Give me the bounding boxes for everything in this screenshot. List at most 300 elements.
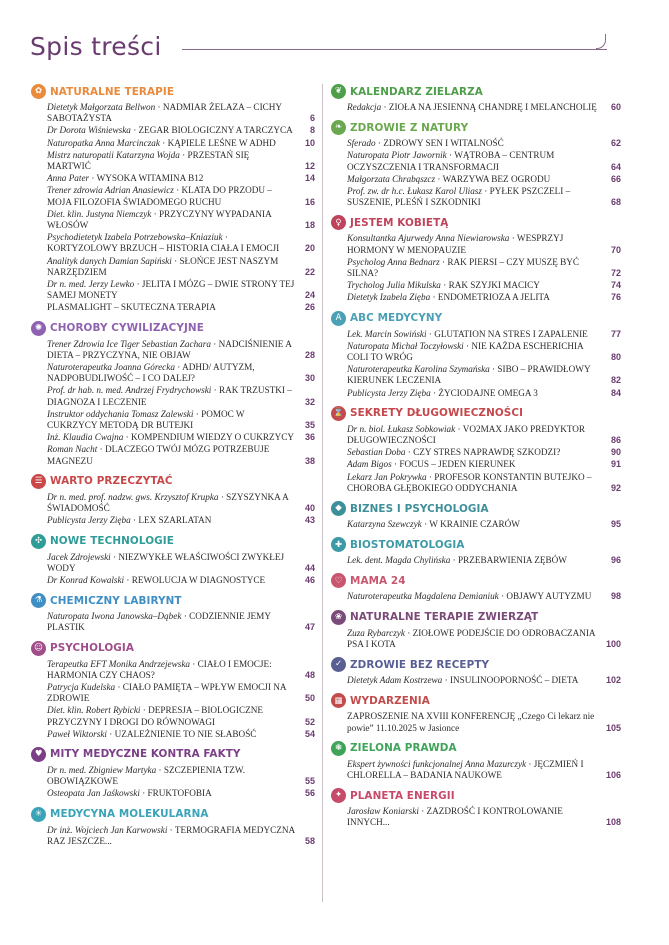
toc-section xyxy=(31,746,315,800)
entry-title: ZIOŁA NA JESIENNĄ CHANDRĘ I MELANCHOLIĘ xyxy=(388,102,597,112)
toc-entry[interactable] xyxy=(31,492,315,514)
entry-author: Trycholog Julia Mikulska xyxy=(347,280,441,291)
section-header xyxy=(331,740,621,757)
header-rule-hook xyxy=(596,34,606,49)
toc-entry[interactable] xyxy=(331,364,621,386)
toc-section xyxy=(31,473,315,527)
sprout-icon: ❃ xyxy=(331,741,346,756)
entry-page-number: 91 xyxy=(610,459,621,470)
entry-text: Analityk danych Damian Sapiński · SŁOŃCE JEST NASZYM NARZĘDZIEM xyxy=(47,255,279,277)
toc-entry[interactable] xyxy=(31,611,315,633)
entry-title: NADMIAR ŻELAZA – CICHY SABOTAŻYSTA xyxy=(47,102,282,124)
entry-title: FOCUS – JEDEN KIERUNEK xyxy=(399,459,516,470)
entry-page-number: 96 xyxy=(610,555,621,566)
toc-entry[interactable] xyxy=(31,575,315,586)
toc-entry[interactable] xyxy=(31,444,315,466)
entry-author: Prof. dr hab. n. med. Andrzej Frydrychowski xyxy=(47,385,212,396)
toc-entry[interactable] xyxy=(31,339,315,361)
toc-entry[interactable] xyxy=(331,341,621,363)
female-icon: ♀ xyxy=(331,215,346,230)
entry-author: Mistrz naturopatii Katarzyna Wojda xyxy=(47,149,180,160)
entry-title: PYŁEK PSZCZELI – SUSZENIE, PLEŚŃ I SZKODNIKI xyxy=(347,186,571,208)
entry-text: Dietetyk Izabela Zięba · ENDOMETRIOZA A JELITA xyxy=(347,292,550,303)
entry-text: Dr n. med. Zbigniew Martyka · SZCZEPIENIA TZW. OBOWIĄZKOWE xyxy=(47,764,246,787)
section-title: WARTO PRZECZYTAĆ xyxy=(50,475,173,488)
toc-entry[interactable] xyxy=(31,302,315,313)
network-icon: ✣ xyxy=(31,534,46,549)
entry-author: Dr n. biol. Łukasz Sobkowiak xyxy=(347,423,456,434)
entry-title: RAK TRZUSTKI – DIAGNOZA I LECZENIE xyxy=(47,385,292,407)
entry-author: Ekspert żywności funkcjonalnej Anna Mazurczyk xyxy=(347,758,527,769)
entry-author: Diet. klin. Robert Rybicki xyxy=(47,705,141,716)
entry-title: CIAŁO I EMOCJE: HARMONIA CZY CHAOS? xyxy=(47,658,272,680)
toc-entry[interactable] xyxy=(331,174,621,185)
entry-author: Naturoterapeutka Karolina Szymańska xyxy=(347,364,490,375)
toc-section xyxy=(31,320,315,467)
toc-entry[interactable] xyxy=(331,186,621,208)
toc-entry[interactable] xyxy=(331,555,621,566)
entry-text: Dietetyk Małgorzata Bellwon · NADMIAR ŻELAZA – CICHY SABOTAŻYSTA xyxy=(47,102,282,124)
section-header xyxy=(331,656,621,673)
entry-page-number: 76 xyxy=(610,292,621,303)
entry-page-number: 82 xyxy=(610,375,621,386)
entry-text: Dr Dorota Wiśniewska · ZEGAR BIOLOGICZNY A TARCZYCA xyxy=(47,125,293,136)
toc-section xyxy=(31,806,315,847)
toc-section xyxy=(31,592,315,633)
entry-text: Lek. dent. Magda Chylińska · PRZEBARWIENIA ZĘBÓW xyxy=(347,555,567,566)
entry-page-number: 16 xyxy=(304,196,315,207)
entry-title: PRZYCZYNY WYPADANIA WŁOSÓW xyxy=(47,208,272,231)
entry-title: RAK PIERSI – CZY MUSZĘ BYĆ SILNA? xyxy=(347,256,579,279)
entry-title: ZAPROSZENIE NA XVIII KONFERENCJĘ „Czego Ci lekarz nie powie” 11.10.2025 w Jasionce xyxy=(347,711,595,733)
entry-text: Trener zdrowia Adrian Anasiewicz · KLATA DO PRZODU – MOJA FILOZOFIA ŚWIADOMEGO RUCHU xyxy=(47,185,272,207)
toc-entry[interactable] xyxy=(331,675,621,686)
toc-section xyxy=(331,405,621,494)
entry-page-number: 84 xyxy=(610,387,621,398)
flask-icon: ⚗ xyxy=(31,593,46,608)
entry-page-number: 30 xyxy=(304,373,315,384)
entry-text: Dr n. med. Jerzy Lewko · JELITA I MÓZG – DWIE STRONY TEJ SAMEJ MONETY xyxy=(47,279,295,301)
entry-author: Osteopata Jan Jaśkowski xyxy=(47,788,140,799)
entry-text xyxy=(347,711,601,733)
entry-author: Dr n. med. Jerzy Lewko xyxy=(47,279,135,290)
entry-page-number: 35 xyxy=(304,420,315,431)
abc-icon: A xyxy=(331,311,346,326)
toc-entry[interactable] xyxy=(31,705,315,727)
entry-author: Dr n. med. Zbigniew Martyka xyxy=(47,764,157,775)
entry-title: KORTYZOLOWY BRZUCH – HISTORIA CIAŁA I EMOCJI xyxy=(47,243,280,254)
toc-section xyxy=(31,533,315,587)
atom-icon: ✺ xyxy=(31,321,46,336)
entry-author: Zuza Rybarczyk xyxy=(347,627,405,638)
entry-title: DLACZEGO TWÓJ MÓZG POTRZEBUJE MAGNEZU xyxy=(47,444,270,466)
entry-text: Jacek Zdrojewski · NIEZWYKŁE WŁAŚCIWOŚCI ZWYKŁEJ WODY xyxy=(47,551,285,573)
entry-text: Prof. zw. dr h.c. Łukasz Karol Uliasz · PYŁEK PSZCZELI – SUSZENIE, PLEŚŃ I SZKODNIKI xyxy=(347,186,571,208)
entry-author: Dietetyk Adam Kostrzewa xyxy=(347,675,443,686)
entry-page-number: 54 xyxy=(304,728,315,739)
entry-title: OBJAWY AUTYZMU xyxy=(506,591,592,602)
toc-entry[interactable] xyxy=(31,362,315,384)
toc-entry[interactable] xyxy=(31,659,315,681)
entry-title: SZYSZYNKA A ŚWIADOMOŚĆ xyxy=(47,491,289,514)
entry-author: Anna Pater xyxy=(47,173,90,184)
entry-author: Trener Zdrowia Ice Tiger Sebastian Zachara xyxy=(47,338,211,349)
entry-text: Lekarz Jan Pokrywka · PROFESOR KONSTANTIN BUTEJKO – CHOROBA GŁĘBOKIEGO ODDYCHANIA xyxy=(347,471,592,493)
entry-author: Paweł Wiktorski xyxy=(47,728,107,739)
section-header xyxy=(331,609,621,626)
entry-text: Lek. Marcin Sowiński · GLUTATION NA STRES I ZAPALENIE xyxy=(347,328,588,339)
leaf-icon: ✿ xyxy=(31,84,46,99)
section-header xyxy=(331,405,621,422)
entry-title: PRZEBARWIENIA ZĘBÓW xyxy=(458,555,567,566)
toc-section xyxy=(331,83,621,113)
entry-page-number: 108 xyxy=(605,817,621,828)
entry-page-number: 74 xyxy=(610,280,621,291)
entry-author: Małgorzata Chrabąszcz xyxy=(347,173,436,184)
entry-title: NIE KAŻDA ESCHERICHIA COLI TO WRÓG xyxy=(347,340,584,363)
column-divider xyxy=(322,84,323,902)
toc-entry[interactable] xyxy=(31,102,315,124)
entry-page-number: 77 xyxy=(610,328,621,339)
entry-text: Naturopatka Anna Marcinczak · KĄPIELE LEŚNE W ADHD xyxy=(47,137,276,148)
toc-entry[interactable] xyxy=(331,711,621,733)
toc-entry[interactable] xyxy=(331,150,621,172)
entry-page-number: 55 xyxy=(304,776,315,787)
header-rule xyxy=(182,49,607,50)
section-header xyxy=(331,119,621,136)
entry-title: POMOC W CUKRZYCY METODĄ DR BUTEJKI xyxy=(47,408,245,431)
entry-title: SZCZEPIENIA TZW. OBOWIĄZKOWE xyxy=(47,764,246,787)
entry-title: CODZIENNIE JEMY PLASTIK xyxy=(47,611,271,633)
entry-page-number: 38 xyxy=(304,455,315,466)
entry-title: LEX SZARLATAN xyxy=(138,515,212,526)
toc-section xyxy=(331,214,621,303)
entry-author: Roman Nacht xyxy=(47,444,98,455)
entry-page-number: 6 xyxy=(309,113,315,124)
entry-text: Trener Zdrowia Ice Tiger Sebastian Zachara · NADCIŚNIENIE A DIETA – PRZYCZYNA, NIE OBJAW xyxy=(47,338,292,360)
entry-text: Dietetyk Adam Kostrzewa · INSULINOOPORNOŚĆ – DIETA xyxy=(347,675,579,686)
entry-title: WĄTROBA – CENTRUM OCZYSZCZENIA I TRANSFORMACJI xyxy=(347,150,555,172)
section-header xyxy=(31,83,315,100)
toc-entry[interactable] xyxy=(331,472,621,494)
toc-entry[interactable] xyxy=(331,388,621,399)
toc-entry[interactable] xyxy=(31,765,315,787)
toc-entry[interactable] xyxy=(31,825,315,847)
book-icon: ☰ xyxy=(31,474,46,489)
toc-section xyxy=(331,609,621,650)
toc-section xyxy=(31,640,315,740)
entry-page-number: 32 xyxy=(304,396,315,407)
section-header xyxy=(331,536,621,553)
entry-title: VO2MAX JAKO PREDYKTOR DŁUGOWIECZNOŚCI xyxy=(347,423,586,446)
entry-page-number: 40 xyxy=(304,503,315,514)
toc-entry[interactable] xyxy=(331,591,621,602)
entry-title: ZDROWY SEN I WITALNOŚĆ xyxy=(383,138,504,149)
toc-entry[interactable] xyxy=(31,279,315,301)
toc-entry[interactable] xyxy=(331,447,621,458)
entry-title: REWOLUCJA W DIAGNOSTYCE xyxy=(131,574,266,585)
toc-entry[interactable] xyxy=(31,173,315,184)
entry-author: Publicysta Jerzy Zięba xyxy=(347,387,431,398)
entry-author: Lek. dent. Magda Chylińska xyxy=(347,555,451,566)
section-title: MITY MEDYCZNE KONTRA FAKTY xyxy=(50,748,241,761)
entry-text: Naturopata Piotr Jawornik · WĄTROBA – CENTRUM OCZYSZCZENIA I TRANSFORMACJI xyxy=(347,150,555,172)
section-header xyxy=(31,746,315,763)
toc-entry[interactable] xyxy=(331,806,621,828)
section-title: MAMA 24 xyxy=(350,574,406,587)
hourglass-icon: ⌛ xyxy=(331,406,346,421)
entry-author: Dr n. med. prof. nadzw. gws. Krzysztof Krupka xyxy=(47,491,219,502)
entry-author: Lekarz Jan Pokrywka xyxy=(347,471,427,482)
entry-author: Analityk danych Damian Sapiński xyxy=(47,255,172,266)
entry-text: Trycholog Julia Mikulska · RAK SZYJKI MACICY xyxy=(347,280,540,291)
entry-author: Inż. Klaudia Cwajna xyxy=(47,432,124,443)
entry-text: Ekspert żywności funkcjonalnej Anna Mazurczyk · JĘCZMIEŃ I CHLORELLA – BADANIA NAUKOWE xyxy=(347,758,584,780)
entry-text: Prof. dr hab. n. med. Andrzej Frydrychowski · RAK TRZUSTKI – DIAGNOZA I LECZENIE xyxy=(47,385,292,407)
entry-page-number: 92 xyxy=(610,482,621,493)
section-header xyxy=(31,592,315,609)
toc-entry[interactable] xyxy=(31,125,315,136)
entry-page-number: 106 xyxy=(605,769,621,780)
entry-title: KĄPIELE LEŚNE W ADHD xyxy=(167,137,276,148)
entry-title: KOMPENDIUM WIEDZY O CUKRZYCY xyxy=(130,432,295,443)
entry-title: NADCIŚNIENIE A DIETA – PRZYCZYNA, NIE OBJAW xyxy=(47,338,292,360)
leaf-icon: ❧ xyxy=(331,120,346,135)
planet-icon: ✦ xyxy=(331,788,346,803)
entry-author: Konsultantka Ajurwedy Anna Niewiarowska xyxy=(347,233,510,244)
toc-entry[interactable] xyxy=(331,138,621,149)
toc-entry[interactable] xyxy=(31,515,315,526)
toc-section xyxy=(331,572,621,602)
tooth-icon: ✚ xyxy=(331,537,346,552)
entry-text: Naturoterapeutka Joanna Górecka · ADHD/ AUTYZM, NADPOBUDLIWOŚĆ – I CO DALEJ? xyxy=(47,362,255,384)
entry-title: WYSOKA WITAMINA B12 xyxy=(96,173,204,184)
entry-page-number: 52 xyxy=(304,716,315,727)
toc-entry[interactable] xyxy=(31,138,315,149)
entry-page-number: 95 xyxy=(610,519,621,530)
section-title: WYDARZENIA xyxy=(350,694,430,707)
entry-author: Naturopata Michał Toczyłowski xyxy=(347,340,464,351)
toc-entry[interactable] xyxy=(331,280,621,291)
entry-author: Katarzyna Szewczyk xyxy=(347,519,422,530)
entry-text: Publicysta Jerzy Zięba · ŻYCIODAJNE OMEGA 3 xyxy=(347,387,538,398)
entry-page-number: 20 xyxy=(304,243,315,254)
entry-title: INSULINOOPORNOŚĆ – DIETA xyxy=(449,675,579,686)
section-title: SEKRETY DŁUGOWIECZNOŚCI xyxy=(350,407,524,420)
entry-page-number: 12 xyxy=(304,161,315,172)
entry-author: Dietetyk Izabela Zięba xyxy=(347,292,431,303)
page-title: Spis treści xyxy=(30,32,162,61)
entry-text: Publicysta Jerzy Zięba · LEX SZARLATAN xyxy=(47,515,212,526)
toc-entry[interactable] xyxy=(331,459,621,470)
entry-text: Psycholog Anna Bednarz · RAK PIERSI – CZY MUSZĘ BYĆ SILNA? xyxy=(347,256,579,279)
section-title: NATURALNE TERAPIE xyxy=(50,85,175,98)
toc-entry[interactable] xyxy=(331,257,621,279)
entry-text: Inż. Klaudia Cwajna · KOMPENDIUM WIEDZY O CUKRZYCY xyxy=(47,432,295,443)
toc-section xyxy=(331,692,621,733)
entry-author: Prof. zw. dr h.c. Łukasz Karol Uliasz xyxy=(347,186,482,197)
toc-entry[interactable] xyxy=(31,385,315,407)
entry-title: KLATA DO PRZODU – MOJA FILOZOFIA ŚWIADOMEGO RUCHU xyxy=(47,185,272,207)
entry-page-number: 50 xyxy=(304,693,315,704)
entry-author: Dr Dorota Wiśniewska xyxy=(47,125,131,136)
toc-entry[interactable] xyxy=(31,256,315,278)
section-title: CHEMICZNY LABIRYNT xyxy=(50,594,182,607)
entry-title: W KRAINIE CZARÓW xyxy=(429,519,520,530)
toc-section xyxy=(331,740,621,781)
toc-entry[interactable] xyxy=(31,682,315,704)
entry-text: Naturopata Iwona Janowska–Dąbek · CODZIENNIE JEMY PLASTIK xyxy=(47,611,271,633)
entry-page-number: 18 xyxy=(304,220,315,231)
entry-title: DEPRESJA – BIOLOGICZNE PRZYCZYNY I DROGI DO RÓWNOWAGI xyxy=(47,705,263,727)
entry-text: Katarzyna Szewczyk · W KRAINIE CZARÓW xyxy=(347,519,520,530)
section-title: BIOSTOMATOLOGIA xyxy=(350,538,465,551)
section-title: NOWE TECHNOLOGIE xyxy=(50,535,174,547)
entry-page-number: 28 xyxy=(304,349,315,360)
entry-text: Anna Pater · WYSOKA WITAMINA B12 xyxy=(47,173,204,184)
toc-section xyxy=(331,500,621,530)
entry-text: Mistrz naturopatii Katarzyna Wojda · PRZESTAŃ SIĘ MARTWIĆ xyxy=(47,149,250,172)
entry-page-number: 90 xyxy=(610,447,621,458)
entry-page-number: 68 xyxy=(610,197,621,208)
entry-page-number: 10 xyxy=(304,137,315,148)
entry-title: ADHD/ AUTYZM, NADPOBUDLIWOŚĆ – I CO DALEJ? xyxy=(47,362,255,384)
entry-page-number: 105 xyxy=(605,722,621,733)
entry-author: Psychodietetyk Izabela Potrzebowska–Kniaziuk xyxy=(47,232,223,243)
toc-entry[interactable] xyxy=(31,409,315,431)
entry-author: Terapeutka EFT Monika Andrzejewska xyxy=(47,658,190,669)
entry-page-number: 47 xyxy=(304,622,315,633)
section-header xyxy=(31,806,315,823)
entry-title: JELITA I MÓZG – DWIE STRONY TEJ SAMEJ MONETY xyxy=(47,279,295,301)
entry-text: Dr n. med. prof. nadzw. gws. Krzysztof Krupka · SZYSZYNKA A ŚWIADOMOŚĆ xyxy=(47,491,289,514)
entry-page-number: 60 xyxy=(610,102,621,112)
toc-entry[interactable] xyxy=(31,552,315,574)
section-header xyxy=(331,83,621,100)
toc-entry[interactable] xyxy=(331,102,621,113)
entry-title: UZALEŻNIENIE TO NIE SŁABOŚĆ xyxy=(114,728,257,739)
section-header xyxy=(331,692,621,709)
entry-text: Redakcja · ZIOŁA NA JESIENNĄ CHANDRĘ I MELANCHOLIĘ xyxy=(347,102,597,112)
entry-author: Psycholog Anna Bednarz xyxy=(347,256,440,267)
entry-title: ENDOMETRIOZA A JELITA xyxy=(437,292,550,303)
entry-title: ZAZDROŚĆ I KONTROLOWANIE INNYCH... xyxy=(347,806,563,828)
toc-section xyxy=(331,656,621,686)
entry-author: Trener zdrowia Adrian Anasiewicz xyxy=(47,185,174,196)
toc-entry[interactable] xyxy=(331,329,621,340)
entry-author: Naturopatka Anna Marcinczak xyxy=(47,137,160,148)
entry-page-number: 80 xyxy=(610,352,621,363)
entry-author: Sebastian Doba xyxy=(347,447,406,458)
toc-left-column xyxy=(31,83,315,853)
section-title: ZIELONA PRAWDA xyxy=(350,742,457,755)
entry-text: Osteopata Jan Jaśkowski · FRUKTOFOBIA xyxy=(47,788,212,799)
entry-page-number: 72 xyxy=(610,268,621,279)
section-header xyxy=(331,310,621,327)
entry-text: Małgorzata Chrabąszcz · WARZYWA BEZ OGRODU xyxy=(347,173,551,184)
entry-page-number: 26 xyxy=(304,302,315,313)
toc-right-column xyxy=(331,83,621,835)
toc-entry[interactable] xyxy=(331,628,621,650)
entry-author: Diet. klin. Justyna Niemczyk xyxy=(47,208,152,219)
toc-entry[interactable] xyxy=(331,759,621,781)
entry-page-number: 58 xyxy=(304,835,315,846)
entry-page-number: 36 xyxy=(304,432,315,443)
entry-title: PLASMALIGHT – SKUTECZNA TERAPIA xyxy=(47,302,216,313)
section-header xyxy=(331,572,621,589)
entry-text: Terapeutka EFT Monika Andrzejewska · CIAŁO I EMOCJE: HARMONIA CZY CHAOS? xyxy=(47,658,272,680)
entry-text: Zuza Rybarczyk · ZIOŁOWE PODEJŚCIE DO ODROBACZANIA PSA I KOTA xyxy=(347,627,596,649)
entry-author: Lek. Marcin Sowiński xyxy=(347,328,427,339)
entry-page-number: 48 xyxy=(304,669,315,680)
entry-author: Publicysta Jerzy Zięba xyxy=(47,515,131,526)
toc-section xyxy=(31,83,315,314)
entry-text: Sebastian Doba · CZY STRES NAPRAWDĘ SZKODZI? xyxy=(347,447,561,458)
entry-text xyxy=(47,302,295,313)
toc-entry[interactable] xyxy=(31,209,315,231)
section-header xyxy=(31,473,315,490)
entry-title: FRUKTOFOBIA xyxy=(147,788,212,799)
entry-title: JĘCZMIEŃ I CHLORELLA – BADANIA NAUKOWE xyxy=(347,758,584,780)
entry-author: Sferado xyxy=(347,138,376,149)
toc-entry[interactable] xyxy=(31,432,315,443)
toc-entry[interactable] xyxy=(331,424,621,446)
toc-entry[interactable] xyxy=(31,185,315,207)
entry-page-number: 102 xyxy=(605,675,621,686)
toc-entry[interactable] xyxy=(331,292,621,303)
toc-entry[interactable] xyxy=(331,519,621,530)
entry-author: Adam Bigos xyxy=(347,459,392,470)
section-header xyxy=(331,214,621,231)
entry-text: Diet. klin. Justyna Niemczyk · PRZYCZYNY WYPADANIA WŁOSÓW xyxy=(47,208,272,231)
toc-entry[interactable] xyxy=(331,233,621,255)
toc-entry[interactable] xyxy=(31,788,315,799)
molecule-icon: ✳ xyxy=(31,807,46,822)
section-header xyxy=(331,787,621,804)
toc-section xyxy=(331,787,621,828)
entry-page-number: 62 xyxy=(610,138,621,149)
section-title: PLANETA ENERGII xyxy=(350,789,455,802)
entry-author: Jarosław Koniarski xyxy=(347,806,419,817)
entry-page-number: 70 xyxy=(610,244,621,255)
entry-author: Instruktor oddychania Tomasz Zalewski xyxy=(47,408,194,419)
section-title: JESTEM KOBIETĄ xyxy=(350,216,449,229)
entry-page-number: 46 xyxy=(304,574,315,585)
section-header xyxy=(331,500,621,517)
entry-title: SŁOŃCE JEST NASZYM NARZĘDZIEM xyxy=(47,255,279,277)
entry-title: WARZYWA BEZ OGRODU xyxy=(442,173,551,184)
toc-entry[interactable] xyxy=(31,729,315,740)
stethoscope-icon: ♥ xyxy=(31,747,46,762)
toc-section xyxy=(331,119,621,208)
toc-entry[interactable] xyxy=(31,232,315,254)
head-icon: ☺ xyxy=(31,641,46,656)
entry-title: PRZESTAŃ SIĘ MARTWIĆ xyxy=(47,149,250,172)
entry-text: Sferado · ZDROWY SEN I WITALNOŚĆ xyxy=(347,138,504,149)
entry-author: Patrycja Kudelska xyxy=(47,681,116,692)
entry-author: Redakcja xyxy=(347,102,382,112)
entry-page-number: 66 xyxy=(610,173,621,184)
toc-entry[interactable] xyxy=(31,150,315,172)
section-title: KALENDARZ ZIELARZA xyxy=(350,85,483,98)
entry-author: Naturopata Piotr Jawornik xyxy=(347,150,447,161)
entry-text: Dr n. biol. Łukasz Sobkowiak · VO2MAX JAKO PREDYKTOR DŁUGOWIECZNOŚCI xyxy=(347,423,586,446)
section-title: NATURALNE TERAPIE ZWIERZĄT xyxy=(350,611,539,624)
entry-title: RAK SZYJKI MACICY xyxy=(448,280,540,291)
paw-icon: ❀ xyxy=(331,610,346,625)
entry-page-number: 100 xyxy=(605,638,621,649)
section-title: ZDROWIE BEZ RECEPTY xyxy=(350,658,490,671)
